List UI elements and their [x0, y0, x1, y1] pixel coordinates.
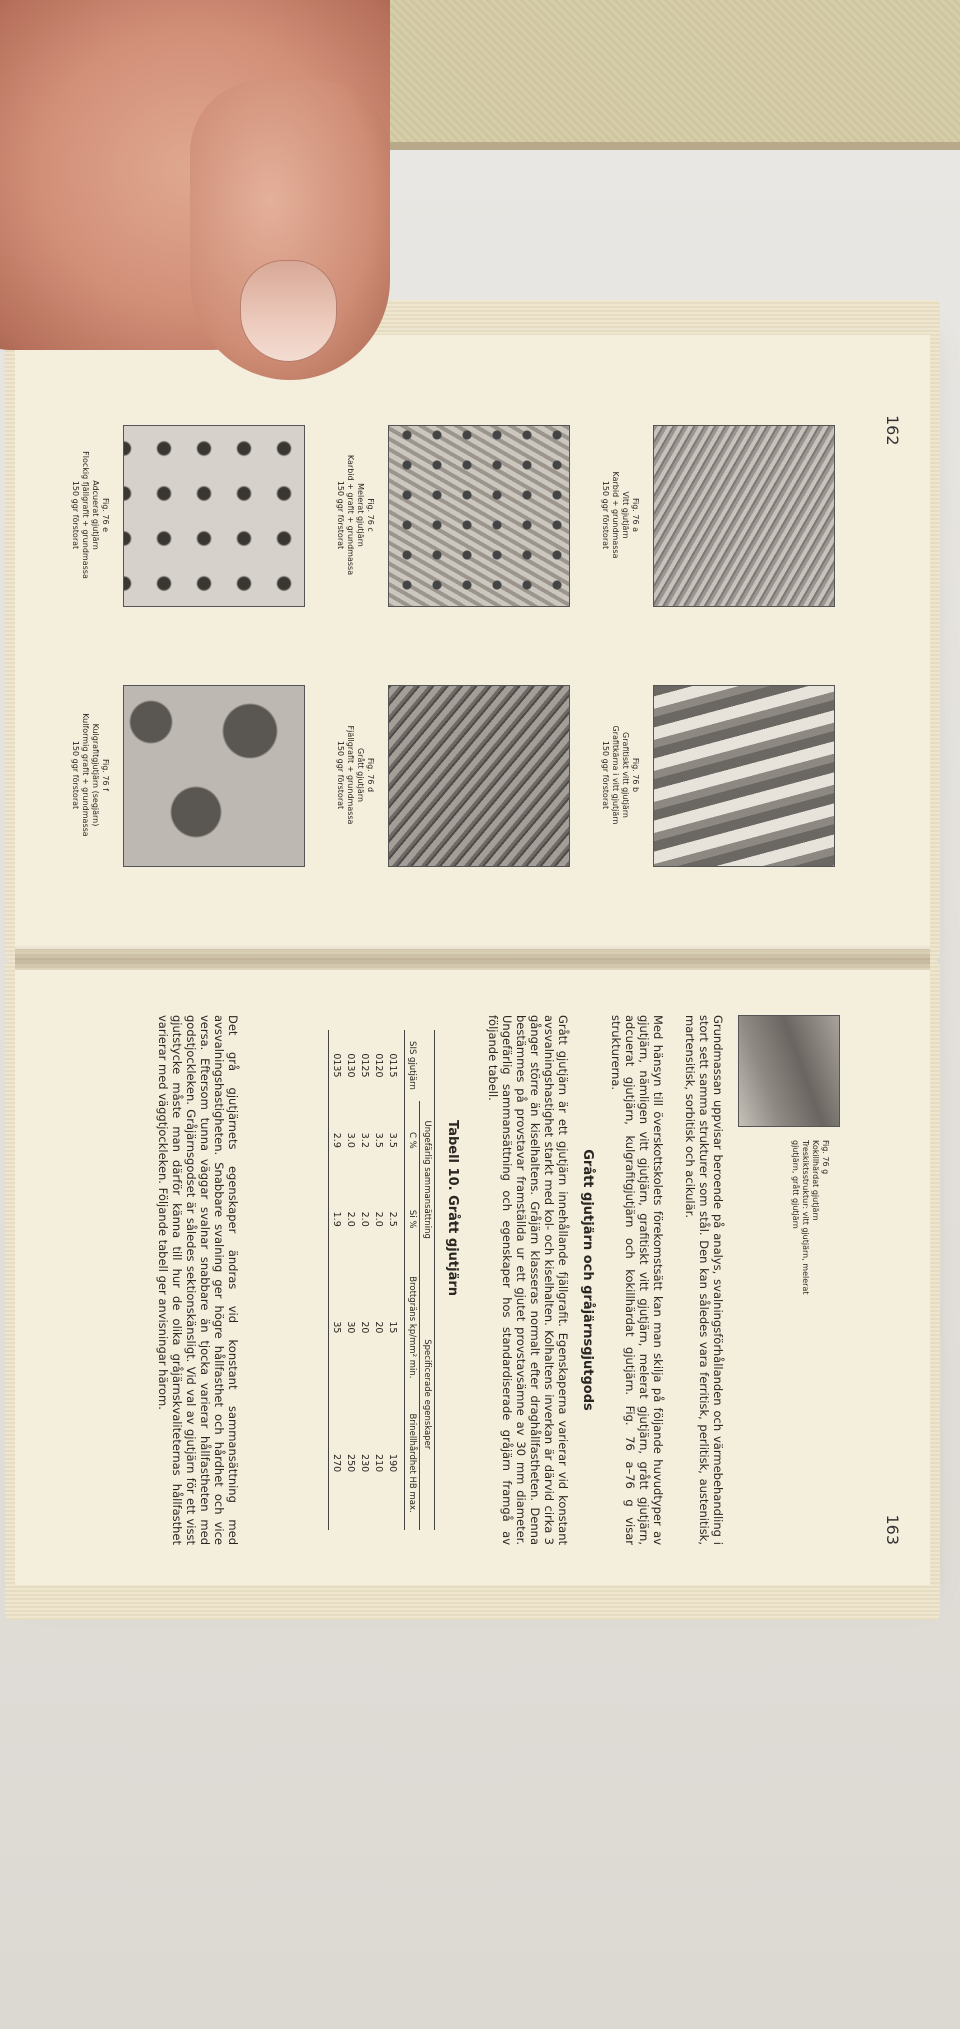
wall-edge	[380, 142, 960, 150]
caption-line: Adcuerat gjutjärn	[91, 480, 100, 550]
table-cell: 20	[373, 1321, 384, 1334]
table-cell: 0135	[331, 1053, 342, 1078]
caption-line: Vitt gjutjärn	[621, 491, 630, 539]
caption-line: Karbid + grundmassa	[611, 471, 620, 559]
table-row	[329, 1030, 344, 1530]
figure-caption-76f	[70, 675, 110, 875]
page-number: 163	[883, 1514, 902, 1545]
caption-line: 150 ggr förstorat	[601, 740, 610, 810]
table-cell: 30	[345, 1321, 356, 1334]
table-cell: 0120	[373, 1053, 384, 1078]
table-cell: 2.0	[359, 1211, 370, 1227]
caption-line: Grått gjutjärn	[356, 747, 365, 803]
caption-line: 150 ggr förstorat	[71, 740, 80, 810]
figure-caption-76b	[600, 675, 640, 875]
figure-label: Fig. 76 b	[631, 757, 640, 793]
figure-caption-76d	[335, 675, 375, 875]
caption-line: Karbid + grafit + grundmassa	[346, 454, 355, 576]
micrograph-76f	[123, 685, 305, 867]
caption-line: Flockig fjällgrafit + grundmassa	[81, 451, 90, 579]
table-cell: 2.0	[345, 1211, 356, 1227]
table-cell: 190	[387, 1454, 398, 1473]
table-cell: 0115	[387, 1053, 398, 1078]
table-cell: 270	[331, 1454, 342, 1473]
caption-line: 150 ggr förstorat	[336, 740, 345, 810]
paragraph-grundmassan: Grundmassan uppvisar beroende på analys, svalningsförhållanden och värmebehandling i stort sett samma strukturer som stål. Den kan således vara ferritisk, perlitisk, austenitisk, martensitisk, sorbitisk och acikulär.	[683, 1015, 725, 1545]
table-cell: 250	[345, 1454, 356, 1473]
hand	[0, 0, 440, 400]
caption-line: Grafitiskt vitt gjutjärn	[621, 732, 630, 818]
section-heading: Grått gjutjärn och gråjärnsgjutgods	[580, 1149, 595, 1411]
table-cell: 2.0	[373, 1211, 384, 1227]
figure-caption-76c	[335, 415, 375, 615]
table-row	[343, 1030, 357, 1530]
caption-line: Treskiktsstruktur: vitt gjutjärn, melerat	[801, 1140, 810, 1295]
micrograph-76a	[653, 425, 835, 607]
figure-label: Fig. 76 d	[366, 757, 375, 793]
table-cell: 230	[359, 1454, 370, 1473]
paragraph-huvudtyper: Med hänsyn till överskottskolets förekomstsätt kan man skilja på följande huvudtyper av gjutjärn, nämligen vitt gjutjärn, grafitiskt vitt gjutjärn, melerat gjutjärn, grått gjutjärn, adcuerat gjutjärn, kulgrafitgjutjärn och kokillhärdat gjutjärn. Fig. 76 a–76 g visar strukturerna.	[609, 1015, 665, 1545]
group-header: Specificerade egenskaper	[420, 1259, 435, 1530]
figure-caption-76e	[70, 415, 110, 615]
column-header: C %	[405, 1101, 420, 1180]
open-book	[0, 290, 945, 1630]
table-cell: 210	[373, 1454, 384, 1473]
column-header: Si %	[405, 1180, 420, 1259]
figure-caption-76a	[600, 415, 640, 615]
figure-label: Fig. 76 a	[631, 497, 640, 533]
table-cell: 2.9	[331, 1132, 342, 1148]
figure-caption-76g	[790, 1140, 830, 1380]
micrograph-76b	[653, 685, 835, 867]
table-cell: 3.2	[359, 1132, 370, 1148]
caption-line: 150 ggr förstorat	[336, 480, 345, 550]
table-cell: 35	[331, 1321, 342, 1334]
table-row	[371, 1030, 385, 1530]
page-number: 162	[883, 415, 902, 446]
left-page	[15, 335, 930, 950]
table-cell: 2.5	[387, 1211, 398, 1227]
table-cell: 20	[359, 1321, 370, 1334]
caption-line: gjutjärn, grått gjutjärn	[791, 1140, 800, 1229]
paragraph-gratt-gjutjarn: Grått gjutjärn är ett gjutjärn innehållande fjällgrafit. Egenskaperna varierar vid konstant avsvalningshastighet starkt med kol- och kiselhalten. Kolhaltens inverkan är därvid cirka 3 gånger större än kiselhaltens. Gråjärn klasseras normalt efter draghållfastheten. Denna bestämmes på provstavar framställda ur ett gjutet provstavsämne av 30 mm diameter. Ungefärlig sammansättning och egenskaper hos standardiserade gråjärn framgå av följande tabell.	[486, 1015, 570, 1545]
table-cell: 15	[387, 1321, 398, 1334]
group-header: Ungefärlig sammansättning	[420, 1101, 435, 1259]
table-cell: 0130	[345, 1053, 356, 1078]
caption-line: Fjällgrafit + grundmassa	[346, 725, 355, 825]
figure-label: Fig. 76 g	[821, 1140, 830, 1175]
micrograph-76e	[123, 425, 305, 607]
caption-line: 150 ggr förstorat	[71, 480, 80, 550]
column-header: Brinellhårdhet HB max.	[405, 1396, 420, 1530]
gratt-gjutjarn-table	[328, 1030, 435, 1530]
thumbnail	[240, 260, 337, 362]
figure-label: Fig. 76 e	[101, 497, 110, 533]
table-title: Tabell 10. Grått gjutjärn	[445, 1120, 460, 1297]
paragraph-egenskaper: Det grå gjutjärnets egenskaper ändras vid konstant sammansättning med avsvalningshastigheten. Snabbare svalning ger högre hållfasthet och hårdhet och vice versa. Eftersom tunna väggar svalnar snabbare än tjocka varierar hållfastheten med godstjockleken. Gråjärnsgodset är således sektionskänsligt. Vid val av gjutjärn för ett visst gjutstycke måste man därför känna till hur de olika gråjärnskvaliteternas hållfasthet varierar med väggtjockleken. Följande tabell ger anvisningar härom.	[156, 1015, 240, 1545]
table-cell: 0125	[359, 1053, 370, 1078]
column-header: Brottgräns kp/mm² min.	[405, 1259, 420, 1397]
micrograph-76g	[738, 1015, 840, 1127]
table-cell: 3.5	[373, 1132, 384, 1148]
caption-line: Grafitkärna i vitt gjutjärn	[611, 725, 620, 825]
table-row	[385, 1030, 405, 1530]
caption-line: Kulformig grafit + grundmassa	[81, 713, 90, 837]
table-cell: 1.9	[331, 1211, 342, 1227]
micrograph-76d	[388, 685, 570, 867]
caption-line: Kulgrafitgjutjärn (segjärn)	[91, 723, 100, 827]
caption-line: Kokillhärdat gjutjärn	[811, 1140, 820, 1221]
figure-label: Fig. 76 f	[101, 759, 110, 791]
figure-label: Fig. 76 c	[366, 498, 375, 532]
caption-line: 150 ggr förstorat	[601, 480, 610, 550]
caption-line: Melerat gjutjärn	[356, 483, 365, 547]
column-header: SIS gjutjärn	[405, 1030, 435, 1101]
right-page	[15, 970, 930, 1585]
table-row	[357, 1030, 371, 1530]
table-cell: 3.5	[387, 1132, 398, 1148]
table-cell: 3.0	[345, 1132, 356, 1148]
micrograph-76c	[388, 425, 570, 607]
cork-board-background	[380, 0, 960, 145]
